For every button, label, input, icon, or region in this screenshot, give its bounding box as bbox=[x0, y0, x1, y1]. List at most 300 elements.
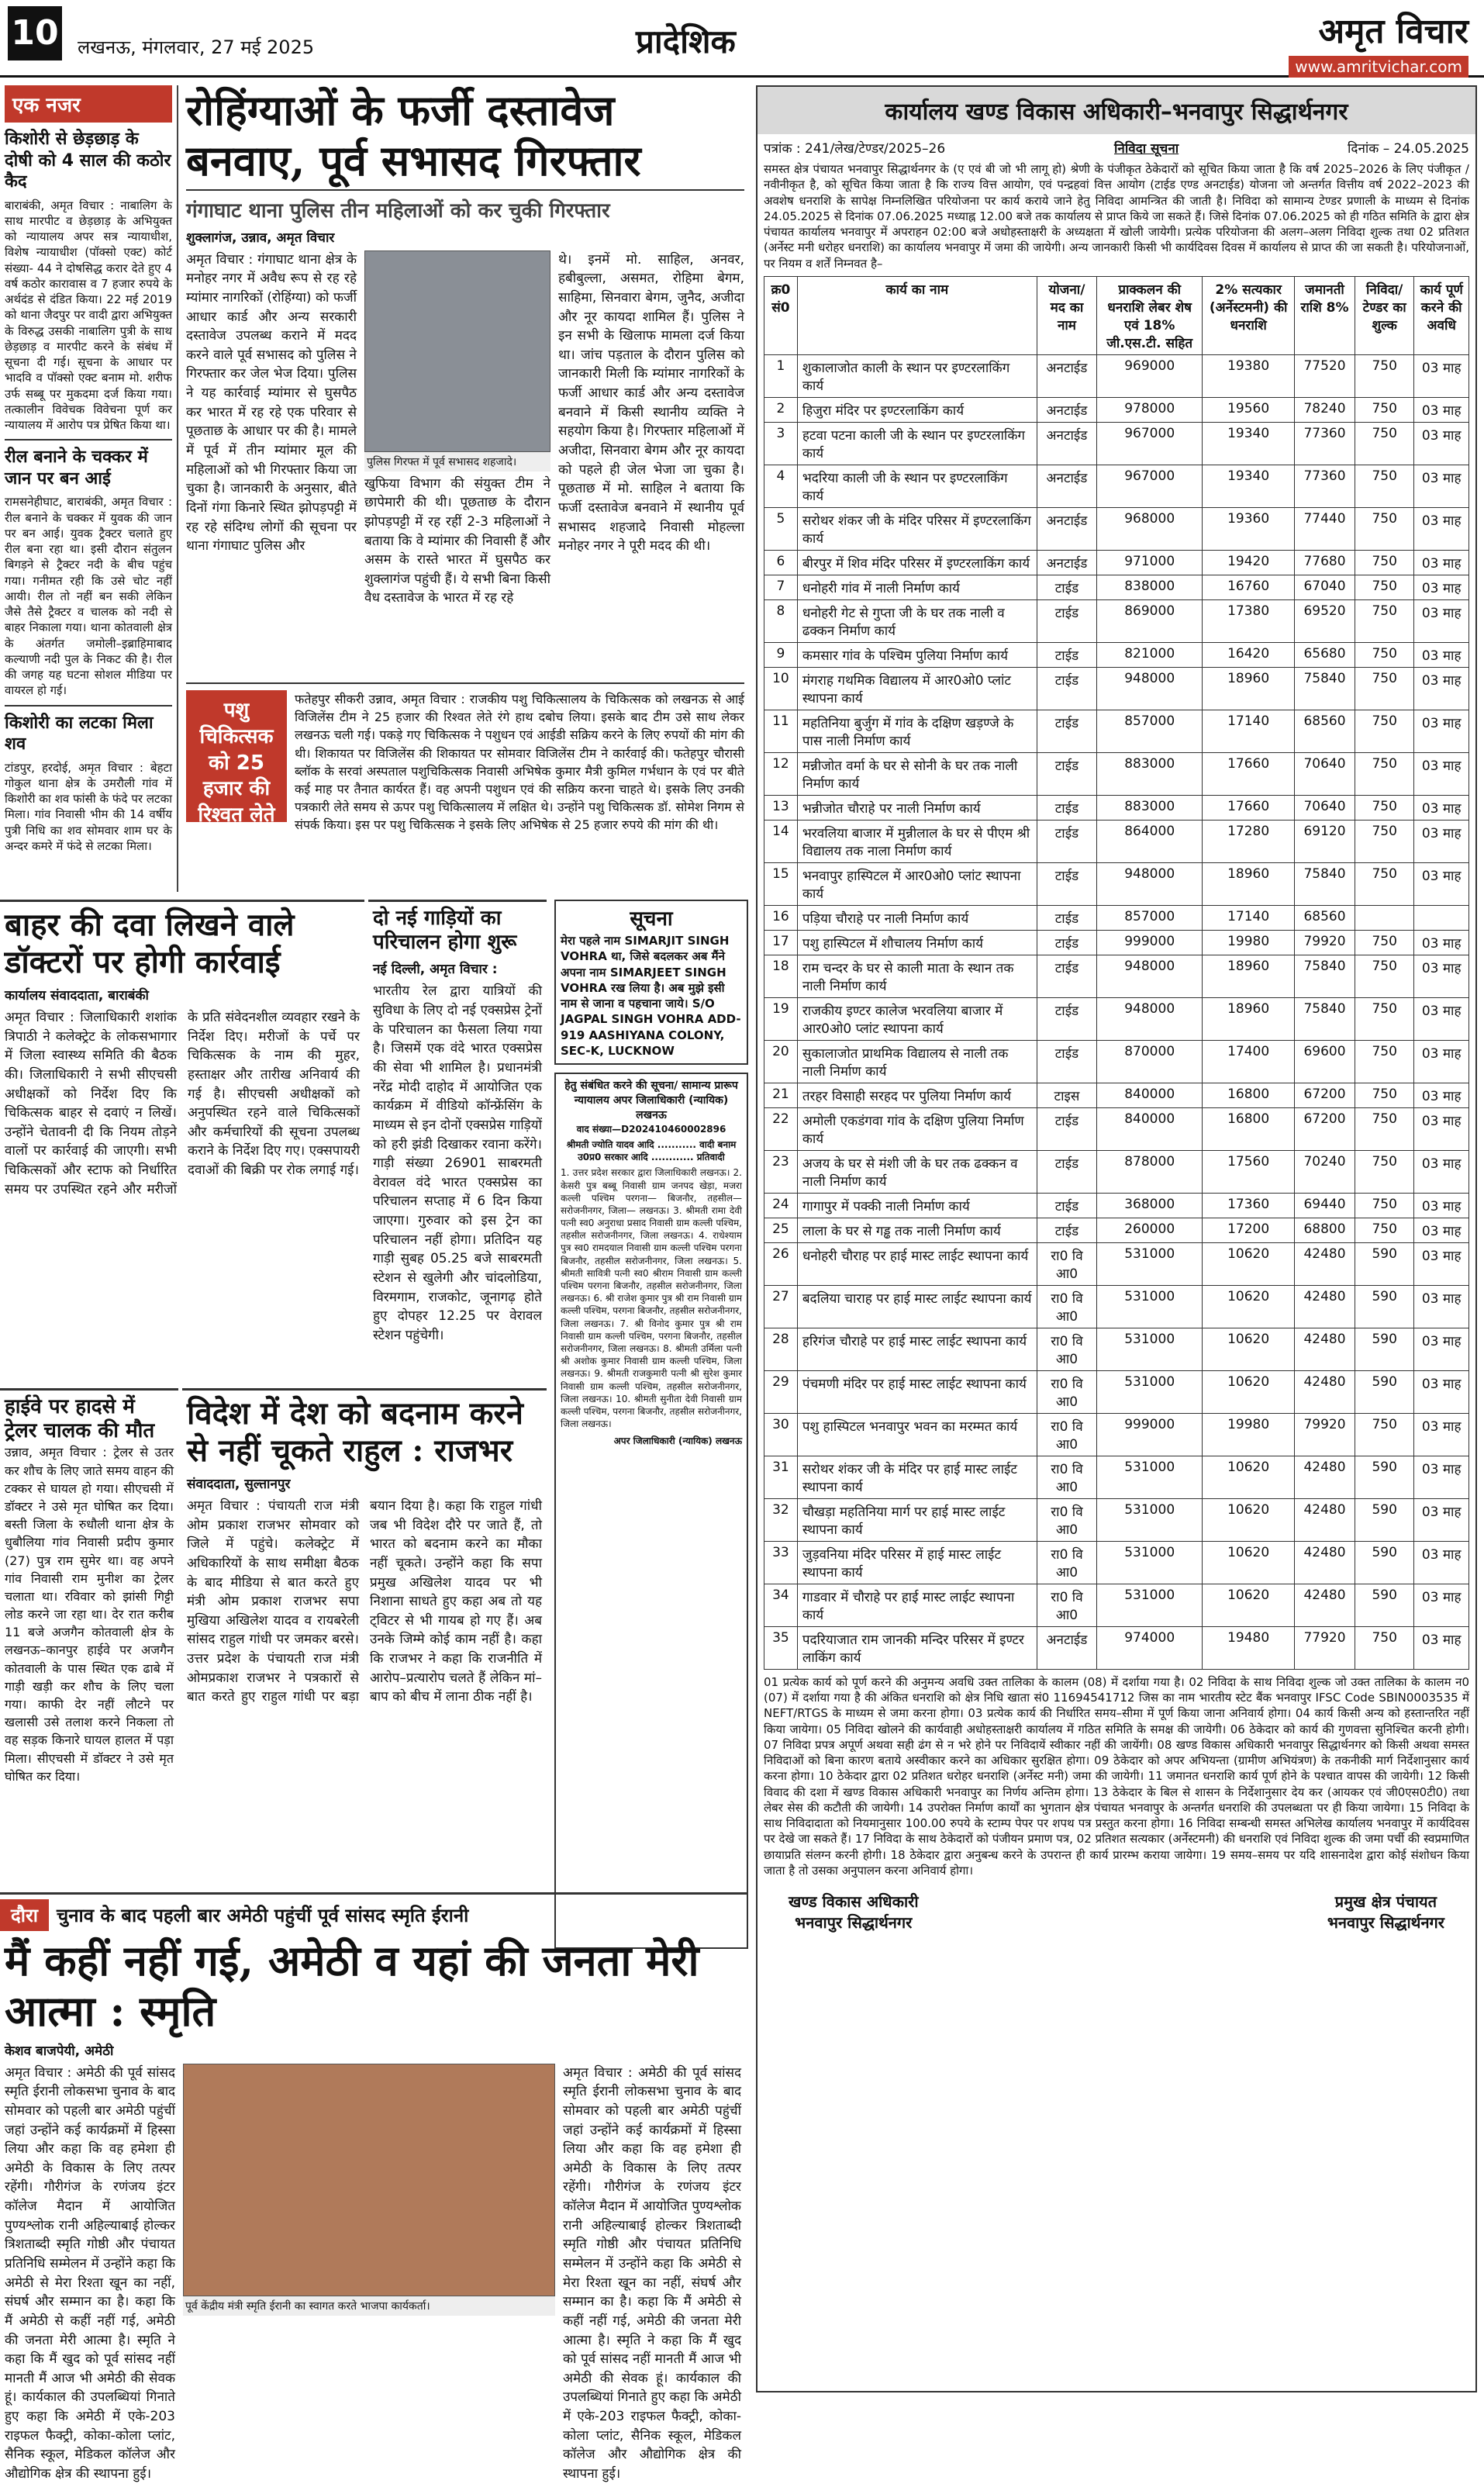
story-byline: कार्यालय संवाददाता, बाराबंकी bbox=[5, 988, 149, 1004]
table-cell: 21 bbox=[764, 1083, 798, 1107]
table-cell: 18960 bbox=[1203, 862, 1295, 905]
table-cell: 6 bbox=[764, 550, 798, 575]
table-cell: 750 bbox=[1355, 997, 1414, 1040]
table-cell: 11 bbox=[764, 710, 798, 752]
table-cell: 750 bbox=[1355, 550, 1414, 575]
table-cell: 19420 bbox=[1203, 550, 1295, 575]
table-cell: 590 bbox=[1355, 1242, 1414, 1285]
table-cell: 77520 bbox=[1294, 354, 1355, 397]
table-row bbox=[764, 642, 1469, 667]
patrank: पत्रांक : 241/लेख/टेण्डर/2025–26 bbox=[764, 141, 946, 157]
table-cell: 750 bbox=[1355, 667, 1414, 710]
table-cell: 03 माह bbox=[1414, 465, 1469, 507]
court-name: न्यायालय अपर जिलाधिकारी (न्यायिक) लखनऊ bbox=[574, 1093, 729, 1121]
table-cell: 840000 bbox=[1097, 1083, 1203, 1107]
table-row bbox=[764, 1498, 1469, 1541]
table-cell: 03 माह bbox=[1414, 1456, 1469, 1498]
notice-heading: सूचना bbox=[630, 907, 673, 931]
table-cell: मंगराह गथमिक विद्यालय में आर0ओ0 प्लांट स्थापना कार्य bbox=[797, 667, 1037, 710]
table-cell: 79920 bbox=[1294, 930, 1355, 955]
table-cell: 03 माह bbox=[1414, 862, 1469, 905]
story-headline: बाहर की दवा लिखने वाले डॉक्टरों पर होगी कार्रवाई bbox=[5, 907, 295, 980]
table-header-cell: 2% सत्यकार (अर्नेस्टमनी) की धनराशि bbox=[1203, 276, 1295, 354]
table-cell: अनटाईड bbox=[1037, 354, 1096, 397]
table-cell: 69120 bbox=[1294, 820, 1355, 862]
table-row bbox=[764, 752, 1469, 795]
notice-body: मेरा पहले नाम SIMARJIT SINGH VOHRA था, जिसे बदलकर अब मैंने अपना नाम SIMARJEET SINGH VOHRA रख लिया है। अब मुझे इसी नाम से जाना व पहचाना जाये। S/O JAGPAL SINGH VOHRA ADD- 919 AASHIYANA COLONY, SEC-K, LUCKNOW bbox=[561, 934, 741, 1058]
table-cell: अजय के घर से मंशी जी के घर तक ढक्कन व नाली निर्माण कार्य bbox=[797, 1150, 1037, 1193]
table-cell: 17560 bbox=[1203, 1150, 1295, 1193]
table-cell: 971000 bbox=[1097, 550, 1203, 575]
table-cell: रा0 वि आ0 bbox=[1037, 1370, 1096, 1413]
page-number: 10 bbox=[8, 6, 62, 60]
story-tag-box: पशु चिकित्सक को 25 हजार की रिश्वत लेते दबोचा bbox=[186, 690, 287, 822]
table-cell: 03 माह bbox=[1414, 599, 1469, 642]
table-cell: 531000 bbox=[1097, 1584, 1203, 1626]
table-cell: 869000 bbox=[1097, 599, 1203, 642]
table-cell: 978000 bbox=[1097, 397, 1203, 422]
table-row bbox=[764, 1218, 1469, 1242]
table-cell: 67040 bbox=[1294, 575, 1355, 599]
tender-table bbox=[764, 276, 1469, 1670]
table-row bbox=[764, 1083, 1469, 1107]
court-signature: अपर जिलाधिकारी (न्यायिक) लखनऊ bbox=[613, 1435, 742, 1447]
table-header-cell: जमानती राशि 8% bbox=[1294, 276, 1355, 354]
table-cell: टाईड bbox=[1037, 667, 1096, 710]
table-cell: टाईड bbox=[1037, 795, 1096, 820]
story-body-col3: थे। इनमें मो. साहिल, अनवर, हबीबुल्ला, असमत, रोहिमा बेगम, साहिमा, सिनवारा बेगम, जुनैद, अजीदा और नूर कायदा शामिल हैं। पुलिस ने इन सभी के खिलाफ मामला दर्ज किया था। जांच पड़ताल के दौरान पुलिस को जानकारी मिली कि म्यांमार नागरिकों के फर्जी आधार कार्ड और अन्य दस्तावेज बनवाने में किसी स्थानीय व्यक्ति ने सहयोग किया है। गिरफ्तार महिलाओं में अजीदा, सिनवारा बेगम और नूर कायदा को पहले ही जेल भेजा जा चुका है। पूछताछ में मो. साहिल ने बताया कि फर्जी दस्तावेज बनवाने में स्थानीय पूर्व सभासद शहजादे निवासी मोहल्ला मनोहर नगर ने पूरी मदद की थी। bbox=[558, 251, 744, 554]
table-cell: अनटाईड bbox=[1037, 550, 1096, 575]
table-cell: 750 bbox=[1355, 397, 1414, 422]
table-cell: 750 bbox=[1355, 354, 1414, 397]
table-cell: महतिनिया बुर्जुग में गांव के दक्षिण खड़ण्जे के पास नाली निर्माण कार्य bbox=[797, 710, 1037, 752]
table-cell: 750 bbox=[1355, 507, 1414, 550]
table-cell: 750 bbox=[1355, 422, 1414, 465]
table-cell: 750 bbox=[1355, 575, 1414, 599]
divider bbox=[5, 705, 172, 707]
table-cell: 25 bbox=[764, 1218, 798, 1242]
table-cell: 10620 bbox=[1203, 1498, 1295, 1541]
brief-body: बाराबंकी, अमृत विचार : नाबालिग के साथ मारपीट व छेड़छाड़ के अभियुक्त को न्यायालय अपर सत्र न्यायाधीश, विशेष न्यायाधीश (पॉक्सो एक्ट) कोर्ट संख्या- 44 ने दोषसिद्ध करार देते हुए 4 वर्ष कठोर कारावास व 7 हजार रुपये के अर्थदंड से दंडित किया। 22 मई 2019 को थाना जैदपुर पर वादी द्वारा अभियुक्त के विरुद्ध उसकी नाबालिग पुत्री के साथ छेड़छाड़ व मारपीट करने के संबंध में सूचना दी गई। सूचना के आधार पर भादवि व पॉक्सो एक्ट बनाम मो. शरीफ उर्फ सब्बू पर मुकदमा दर्ज किया गया। तत्कालीन विवेचक विवेचना पूर्ण कर न्यायालय में आरोप पत्र प्रेषित किया था। bbox=[5, 198, 172, 432]
table-row bbox=[764, 1040, 1469, 1083]
table-cell: 75840 bbox=[1294, 862, 1355, 905]
table-header-cell: योजना/मद का नाम bbox=[1037, 276, 1096, 354]
table-cell: बदलिया चाराह पर हाई मास्ट लाईट स्थापना कार्य bbox=[797, 1285, 1037, 1328]
table-cell: 23 bbox=[764, 1150, 798, 1193]
table-cell: 69520 bbox=[1294, 599, 1355, 642]
table-cell: 19340 bbox=[1203, 422, 1295, 465]
table-cell: 19480 bbox=[1203, 1626, 1295, 1669]
table-cell: 5 bbox=[764, 507, 798, 550]
story-headline: रोहिंग्याओं के फर्जी दस्तावेज बनवाए, पूर्व सभासद गिरफ्तार bbox=[186, 85, 744, 191]
story-rohingya bbox=[186, 85, 744, 675]
table-cell: टाईड bbox=[1037, 997, 1096, 1040]
table-cell: 10620 bbox=[1203, 1370, 1295, 1413]
table-cell: 590 bbox=[1355, 1456, 1414, 1498]
table-cell: कमसार गांव के पश्चिम पुलिया निर्माण कार्य bbox=[797, 642, 1037, 667]
table-cell: 42480 bbox=[1294, 1242, 1355, 1285]
table-cell: 16800 bbox=[1203, 1083, 1295, 1107]
table-cell: 69600 bbox=[1294, 1040, 1355, 1083]
table-cell: मन्नीजोत वर्मा के घर से सोनी के घर तक नाली निर्माण कार्य bbox=[797, 752, 1037, 795]
table-cell: 4 bbox=[764, 465, 798, 507]
table-cell: 42480 bbox=[1294, 1498, 1355, 1541]
table-cell: 750 bbox=[1355, 862, 1414, 905]
story-trains bbox=[368, 900, 547, 1380]
story-headline: हाईवे पर हादसे में ट्रेलर चालक की मौत bbox=[5, 1395, 155, 1443]
table-cell: 24 bbox=[764, 1193, 798, 1218]
name-change-notice bbox=[554, 900, 748, 1065]
table-cell: 17380 bbox=[1203, 599, 1295, 642]
story-byline: नई दिल्ली, अमृत विचार : bbox=[373, 962, 498, 978]
table-cell: 70640 bbox=[1294, 795, 1355, 820]
table-cell: टाईड bbox=[1037, 599, 1096, 642]
table-cell: 03 माह bbox=[1414, 1150, 1469, 1193]
table-cell: 03 माह bbox=[1414, 1083, 1469, 1107]
table-cell: 750 bbox=[1355, 752, 1414, 795]
table-cell: 750 bbox=[1355, 930, 1414, 955]
table-cell: 03 माह bbox=[1414, 642, 1469, 667]
table-cell: 18960 bbox=[1203, 997, 1295, 1040]
brief-headline: किशोरी का लटका मिला शव bbox=[5, 713, 154, 754]
table-row bbox=[764, 1150, 1469, 1193]
story-photo bbox=[183, 2064, 555, 2296]
left-briefs-column bbox=[0, 85, 178, 892]
table-cell: टाईड bbox=[1037, 820, 1096, 862]
table-row bbox=[764, 422, 1469, 465]
table-cell: 590 bbox=[1355, 1584, 1414, 1626]
table-row bbox=[764, 1242, 1469, 1285]
table-row bbox=[764, 599, 1469, 642]
table-cell: 03 माह bbox=[1414, 354, 1469, 397]
table-cell: 77440 bbox=[1294, 507, 1355, 550]
table-cell: 883000 bbox=[1097, 752, 1203, 795]
table-header-cell: कार्य पूर्ण करने की अवधि bbox=[1414, 276, 1469, 354]
brief-2 bbox=[5, 447, 172, 698]
table-cell: रा0 वि आ0 bbox=[1037, 1456, 1096, 1498]
table-cell: 17140 bbox=[1203, 905, 1295, 930]
table-cell: 590 bbox=[1355, 1541, 1414, 1584]
table-cell: 03 माह bbox=[1414, 820, 1469, 862]
table-cell: 948000 bbox=[1097, 862, 1203, 905]
table-cell: 750 bbox=[1355, 1150, 1414, 1193]
table-cell: 968000 bbox=[1097, 507, 1203, 550]
table-cell: 10620 bbox=[1203, 1584, 1295, 1626]
signature-pramukh: प्रमुख क्षेत्र पंचायत भनवापुर सिद्धार्थनगर bbox=[1327, 1892, 1444, 1932]
table-cell: 16420 bbox=[1203, 642, 1295, 667]
table-cell: 967000 bbox=[1097, 422, 1203, 465]
table-cell: सुकालाजोत प्राथमिक विद्यालय से नाली तक नाली निर्माण कार्य bbox=[797, 1040, 1037, 1083]
table-cell: राम चन्दर के घर से काली माता के स्थान तक नाली निर्माण कार्य bbox=[797, 955, 1037, 997]
table-cell: 27 bbox=[764, 1285, 798, 1328]
story-kicker: चुनाव के बाद पहली बार अमेठी पहुंचीं पूर्व सांसद स्मृति ईरानी bbox=[57, 1905, 469, 1926]
table-cell: चौखड़ा महतिनिया मार्ग पर हाई मास्ट लाईट स्थापना कार्य bbox=[797, 1498, 1037, 1541]
table-cell: 29 bbox=[764, 1370, 798, 1413]
table-cell: राजकीय इण्टर कालेज भरवलिया बाजार में आर0ओ0 प्लांट स्थापना कार्य bbox=[797, 997, 1037, 1040]
table-cell: 883000 bbox=[1097, 795, 1203, 820]
table-cell: 77360 bbox=[1294, 422, 1355, 465]
story-body: भारतीय रेल द्वारा यात्रियों की सुविधा के लिए दो नई एक्सप्रेस ट्रेनों के परिचालन का फैसला लिया गया है। जिसमें एक वंदे भारत एक्सप्रेस की सेवा भी शामिल है। प्रधानमंत्री नरेंद्र मोदी दाहोद में आयोजित एक कार्यक्रम में वीडियो कॉन्फ्रेंसिंग के माध्यम से इन दोनों एक्सप्रेस गाड़ियों को हरी झंडी दिखाकर रवाना करेंगे। गाड़ी संख्या 26901 साबरमती वेरावल वंदे भारत एक्सप्रेस का परिचालन सप्ताह में 6 दिन किया जाएगा। गुरुवार को इस ट्रेन का परिचालन नहीं होगा। प्रतिदिन यह गाड़ी सुबह 05.25 बजे साबरमती स्टेशन से खुलेगी और चांदलोडिया, विरमगाम, राजकोट, जूनागढ़ होते हुए दोपहर 12.25 पर वेरावल स्टेशन पहुंचेगी। bbox=[373, 983, 542, 1343]
table-cell: 03 माह bbox=[1414, 1626, 1469, 1669]
table-cell: 590 bbox=[1355, 1370, 1414, 1413]
table-cell: धनोहरी गांव में नाली निर्माण कार्य bbox=[797, 575, 1037, 599]
table-header-cell: प्राक्कलन की धनराशि लेबर शेष एवं 18% जी.एस.टी. सहित bbox=[1097, 276, 1203, 354]
table-cell: 42480 bbox=[1294, 1584, 1355, 1626]
table-cell: 19560 bbox=[1203, 397, 1295, 422]
table-row bbox=[764, 955, 1469, 997]
table-cell: 967000 bbox=[1097, 465, 1203, 507]
table-cell: 42480 bbox=[1294, 1328, 1355, 1370]
page-header bbox=[0, 0, 1484, 78]
table-cell: 531000 bbox=[1097, 1498, 1203, 1541]
table-cell: 750 bbox=[1355, 710, 1414, 752]
table-cell: सरोथर शंकर जी के मंदिर परिसर में इण्टरलाकिंग कार्य bbox=[797, 507, 1037, 550]
table-cell: 750 bbox=[1355, 465, 1414, 507]
table-cell: तरहर विसाही सरहद पर पुलिया निर्माण कार्य bbox=[797, 1083, 1037, 1107]
table-cell: 03 माह bbox=[1414, 930, 1469, 955]
brief-body: रामसनेहीघाट, बाराबंकी, अमृत विचार : रील बनाने के चक्कर में युवक की जान पर बन आई। युवक ट्रैक्टर चलाते हुए रील बना रहा था। इसी दौरान संतुलन बिगड़ने से ट्रैक्टर नदी के बीच पहुंच गया। गनीमत रही कि उसे चोट नहीं आयी। रील तो नहीं बन सकी लेकिन जैसे तैसे ट्रैक्टर व चालक को नदी से बाहर निकाला गया। थाना कोतवाली क्षेत्र के अंतर्गत जमोली–इब्राहिमाबाद कल्याणी नदी पुल के निकट की है। रील की जगह यह घटना सोशल मीडिया पर वायरल हो गई। bbox=[5, 495, 172, 698]
table-cell: टाईड bbox=[1037, 905, 1096, 930]
table-cell: 03 माह bbox=[1414, 1541, 1469, 1584]
table-row bbox=[764, 1413, 1469, 1456]
court-notice bbox=[554, 1073, 748, 1949]
table-cell: 28 bbox=[764, 1328, 798, 1370]
table-cell: अमोली एकडंगवा गांव के दक्षिण पुलिया निर्माण कार्य bbox=[797, 1107, 1037, 1150]
table-cell: 750 bbox=[1355, 1626, 1414, 1669]
table-cell: 70640 bbox=[1294, 752, 1355, 795]
table-cell: 79920 bbox=[1294, 1413, 1355, 1456]
story-body: अमृत विचार : जिलाधिकारी शशांक त्रिपाठी ने कलेक्ट्रेट के लोकसभागार में जिला स्वास्थ्य समिति की बैठक की। जिलाधिकारी ने सभी सीएचसी अधीक्षकों को निर्देश दिए कि चिकित्सक बाहर से दवाएं न लिखें। उन्होंने चेतावनी दी कि नियम तोड़ने वालों पर कार्रवाई की जाएगी। सभी चिकित्सकों और स्टाफ को निर्धारित समय पर उपस्थित रहने और मरीजों के प्रति संवेदनशील व्यवहार रखने के निर्देश दिए। मरीजों के पर्चे पर चिकित्सक के नाम की मुहर, हस्ताक्षर और तारीख अनिवार्य की गई है। सीएचसी अधीक्षकों को अनुपस्थित रहने वाले चिकित्सकों और कर्मचारियों की सूचना उपलब्ध कराने के निर्देश दिए गए। एक्सपायरी दवाओं की बिक्री पर रोक लगाई गई। bbox=[5, 1010, 360, 1197]
table-cell: 750 bbox=[1355, 642, 1414, 667]
table-cell: 2 bbox=[764, 397, 798, 422]
table-cell: भनवापुर हास्पिटल में आर0ओ0 प्लांट स्थापना कार्य bbox=[797, 862, 1037, 905]
table-cell: 65680 bbox=[1294, 642, 1355, 667]
table-cell: 10620 bbox=[1203, 1285, 1295, 1328]
table-row bbox=[764, 905, 1469, 930]
table-cell: 30 bbox=[764, 1413, 798, 1456]
table-cell: 17200 bbox=[1203, 1218, 1295, 1242]
table-cell: 77920 bbox=[1294, 1626, 1355, 1669]
table-cell: 03 माह bbox=[1414, 1242, 1469, 1285]
table-cell: रा0 वि आ0 bbox=[1037, 1413, 1096, 1456]
table-cell: 31 bbox=[764, 1456, 798, 1498]
table-cell: 68800 bbox=[1294, 1218, 1355, 1242]
table-cell: 16 bbox=[764, 905, 798, 930]
table-cell: लाला के घर से गड्ढ तक नाली निर्माण कार्य bbox=[797, 1218, 1037, 1242]
notice-intro: समस्त क्षेत्र पंचायत भनवापुर सिद्धार्थनगर के (ए एवं बी जो भी लागू हो) श्रेणी के पंजीकृत ठेकेदारों को सूचित किया जाता है कि वर्ष 2025–2026 के लिए पंजीकृत / नवीनीकृत है, को सूचित किया जाता है कि राज्य वित्त आयोग, एवं पन्द्रहवां वित्त आयोग (टाईड एण्ड अनटाईड) योजना जो अन्तर्गत वित्तीय वर्ष 2022–2023 की अवशेष धनराशि के सापेक्ष निम्नलिखित परियोजना पर कार्य कराये जाने हेतु निविदा आमन्त्रित की जाती है। निविदा को सामान्य टेण्डर प्रणाली के माध्यम से दिनांक 24.05.2025 से दिनांक 07.06.2025 मध्याह्न 12.00 बजे तक कार्यालय से प्राप्त किये जा सकते हैं। जिसे दिनांक 07.06.2025 को ही गठित समिति के द्वारा क्षेत्र पंचायत कार्यालय भनवापुर में अपराहन 02:00 बजे अधोहस्ताक्षरी के अध्यक्षता में खोली जायेगी। प्रत्येक परियोजना की अलग–अलग निविदा शुल्क तथा 02 प्रतिशत (अर्नेस्ट मनी धरोहर धनराशि) का कार्यालय भनवापुर में जमा की जायेगी। अन्य जानकारी किसी भी कार्यदिवस दिवस में कार्यालय से प्राप्त की जा सकती है। परियोजनाओं, पर नियम व शर्तें निम्नवत है– bbox=[764, 162, 1469, 271]
table-cell: टाईड bbox=[1037, 1150, 1096, 1193]
table-cell: 78240 bbox=[1294, 397, 1355, 422]
table-cell: 34 bbox=[764, 1584, 798, 1626]
table-cell: 7 bbox=[764, 575, 798, 599]
table-cell: धनोहरी गेट से गुप्ता जी के घर तक नाली व ढक्कन निर्माण कार्य bbox=[797, 599, 1037, 642]
table-cell: 948000 bbox=[1097, 955, 1203, 997]
table-cell: 42480 bbox=[1294, 1370, 1355, 1413]
story-smriti-irani bbox=[0, 1892, 748, 2482]
table-cell: 75840 bbox=[1294, 667, 1355, 710]
table-cell: 870000 bbox=[1097, 1040, 1203, 1083]
table-cell: 68560 bbox=[1294, 905, 1355, 930]
table-cell: 42480 bbox=[1294, 1541, 1355, 1584]
table-cell: 9 bbox=[764, 642, 798, 667]
table-cell: 531000 bbox=[1097, 1328, 1203, 1370]
table-cell: 03 माह bbox=[1414, 1584, 1469, 1626]
table-cell: 531000 bbox=[1097, 1370, 1203, 1413]
table-cell: 03 माह bbox=[1414, 550, 1469, 575]
story-vet-bribe bbox=[186, 682, 744, 884]
story-body: अमृत विचार : पंचायती राज मंत्री ओम प्रकाश राजभर सोमवार को जिले में पहुंचे। कलेक्ट्रेट में अधिकारियों के साथ समीक्षा बैठक के बाद मीडिया से बात करते हुए मंत्री ओम प्रकाश राजभर सपा मुखिया अखिलेश यादव व रायबरेली सांसद राहुल गांधी पर जमकर बरसे। उत्तर प्रदेश के पंचायती राज मंत्री ओमप्रकाश राजभर ने पत्रकारों से बात करते हुए राहुल गांधी पर बड़ा बयान दिया है। कहा कि राहुल गांधी जब भी विदेश दौरे पर जाते हैं, तो भारत को बदनाम करने का मौका नहीं चूकते। उन्होंने कहा कि सपा प्रमुख अखिलेश यादव पर भी निशाना साधते हुए कहा अब तो यह ट्विटर से भी गायब हो गए हैं। अब उनके जिम्मे कोई काम नहीं है। कहा कि राजभर ने कहा कि राजनीति में आरोप–प्रत्यारोप चलते हैं लेकिन मां–बाप को बीच में लाना ठीक नहीं है। bbox=[187, 1498, 542, 1705]
table-cell: 17 bbox=[764, 930, 798, 955]
table-cell: 531000 bbox=[1097, 1456, 1203, 1498]
table-row bbox=[764, 1107, 1469, 1150]
table-cell: 77680 bbox=[1294, 550, 1355, 575]
table-cell: 03 माह bbox=[1414, 1328, 1469, 1370]
table-cell: 750 bbox=[1355, 1413, 1414, 1456]
table-row bbox=[764, 795, 1469, 820]
story-body-col2: खुफिया विभाग की संयुक्त टीम ने छापेमारी की थी। पूछताछ के दौरान झोपड़पट्टी में रह रहीं 2-3 महिलाओं ने बताया कि वे म्यांमार की निवासी हैं और असम के रास्ते भारत में घुसपैठ कर शुक्लागंज पहुंची हैं। ये सभी बिना किसी वैध दस्तावेज के भारत में रह रहे bbox=[364, 475, 550, 606]
table-row bbox=[764, 930, 1469, 955]
table-cell: 75840 bbox=[1294, 955, 1355, 997]
table-cell: अनटाईड bbox=[1037, 422, 1096, 465]
table-row bbox=[764, 1456, 1469, 1498]
notices-column bbox=[554, 900, 748, 1954]
table-cell: भन्नीजोत चौराहे पर नाली निर्माण कार्य bbox=[797, 795, 1037, 820]
site-url[interactable]: www.amritvichar.com bbox=[1289, 56, 1468, 78]
story-doctors bbox=[0, 900, 364, 1380]
brief-3 bbox=[5, 713, 172, 855]
table-cell: 13 bbox=[764, 795, 798, 820]
table-cell: अनटाईड bbox=[1037, 397, 1096, 422]
story-subheadline: गंगाघाट थाना पुलिस तीन महिलाओं को कर चुकी गिरफ्तार bbox=[186, 199, 610, 223]
table-cell: 10620 bbox=[1203, 1242, 1295, 1285]
table-cell: 68560 bbox=[1294, 710, 1355, 752]
ek-nazar-tag: एक नजर bbox=[5, 85, 172, 123]
table-row bbox=[764, 710, 1469, 752]
table-cell: 75840 bbox=[1294, 997, 1355, 1040]
table-cell: अनटाईड bbox=[1037, 507, 1096, 550]
table-cell: 32 bbox=[764, 1498, 798, 1541]
table-row bbox=[764, 1541, 1469, 1584]
table-cell: 260000 bbox=[1097, 1218, 1203, 1242]
table-cell: बीरपुर में शिव मंदिर परिसर में इण्टरलाकिंग कार्य bbox=[797, 550, 1037, 575]
table-cell: 840000 bbox=[1097, 1107, 1203, 1150]
masthead bbox=[1289, 6, 1468, 78]
table-row bbox=[764, 1285, 1469, 1328]
story-body: फतेहपुर सीकरी उन्नाव, अमृत विचार : राजकीय पशु चिकित्सालय के चिकित्सक को लखनऊ से आई विजिलेंस टीम ने 25 हजार की रिश्वत लेते रंगे हाथ दबोच लिया। इसके बाद टीम उसे साथ लेकर लखनऊ चली गई। पकड़े गए चिकित्सक ने पशुधन एवं आईडी सक्रिय करने के लिए रुपयों की मांग की थी। शिकायत पर विजिलेंस की शिकायत पर सोमवार विजिलेंस टीम ने कार्रवाई की। फतेहपुर चौरासी ब्लॉक के सरवां अस्पताल पशुचिकित्सक निवासी अभिषेक कुमार मैत्री कुमिल गर्भधान के एवं पर बीते कई माह पर तैनात कार्यरत हैं। वह अपनी पशुधन एवं की सक्रिय करना चाहते थे। इसके लिए उनकी पत्रकारी लेते समय से ऊपर पशु चिकित्सालय में लक्षित थे। उन्होंने पशु चिकित्सक डॉ. सोमेश निगम से संपर्क किया। इस पर पशु चिकित्सक ने इसके लिए अभिषेक से 25 हजार रुपये की मांग की थी। bbox=[295, 692, 744, 833]
table-cell: 22 bbox=[764, 1107, 798, 1150]
table-row bbox=[764, 354, 1469, 397]
table-cell: 03 माह bbox=[1414, 1498, 1469, 1541]
table-cell: टाईड bbox=[1037, 930, 1096, 955]
table-row bbox=[764, 997, 1469, 1040]
table-row bbox=[764, 465, 1469, 507]
table-cell: 18960 bbox=[1203, 667, 1295, 710]
table-cell: पंचमणी मंदिर पर हाई मास्ट लाईट स्थापना कार्य bbox=[797, 1370, 1037, 1413]
story-headline: दो नई गाड़ियों का परिचालन होगा शुरू bbox=[373, 907, 517, 955]
table-cell: पशु हास्पिटल भनवापुर भवन का मरम्मत कार्य bbox=[797, 1413, 1037, 1456]
case-parties: श्रीमती ज्योति यादव आदि ........... वादी बनाम उ0प्र0 सरकार आदि ............ प्रतिवादी bbox=[566, 1138, 737, 1163]
table-cell: 969000 bbox=[1097, 354, 1203, 397]
photo-caption: पूर्व केंद्रीय मंत्री स्मृति ईरानी का स्वागत करते भाजपा कार्यकर्ता। bbox=[183, 2296, 555, 2316]
issue-date: लखनऊ, मंगलवार, 27 मई 2025 bbox=[78, 36, 315, 58]
table-cell: टाईड bbox=[1037, 955, 1096, 997]
table-cell: 750 bbox=[1355, 1083, 1414, 1107]
table-cell: 10 bbox=[764, 667, 798, 710]
table-cell: रा0 वि आ0 bbox=[1037, 1242, 1096, 1285]
table-cell: 70240 bbox=[1294, 1150, 1355, 1193]
table-cell: टाईड bbox=[1037, 1218, 1096, 1242]
story-photo bbox=[364, 250, 550, 452]
table-row bbox=[764, 397, 1469, 422]
table-cell: 590 bbox=[1355, 1285, 1414, 1328]
table-row bbox=[764, 1370, 1469, 1413]
table-cell: 03 माह bbox=[1414, 1040, 1469, 1083]
table-cell: 35 bbox=[764, 1626, 798, 1669]
table-cell: 18 bbox=[764, 955, 798, 997]
table-row bbox=[764, 575, 1469, 599]
table-cell: 03 माह bbox=[1414, 1107, 1469, 1150]
table-cell: 17660 bbox=[1203, 752, 1295, 795]
table-cell: 20 bbox=[764, 1040, 798, 1083]
table-cell: 16760 bbox=[1203, 575, 1295, 599]
table-row bbox=[764, 1626, 1469, 1669]
table-cell: 33 bbox=[764, 1541, 798, 1584]
table-row bbox=[764, 667, 1469, 710]
table-cell: हटवा पटना काली जी के स्थान पर इण्टरलाकिंग कार्य bbox=[797, 422, 1037, 465]
table-cell: टाईड bbox=[1037, 1193, 1096, 1218]
table-cell: 03 माह bbox=[1414, 710, 1469, 752]
table-cell: 864000 bbox=[1097, 820, 1203, 862]
table-cell: 19980 bbox=[1203, 1413, 1295, 1456]
table-row bbox=[764, 1328, 1469, 1370]
story-byline: केशव बाजपेयी, अमेठी bbox=[5, 2043, 114, 2059]
table-cell: 10620 bbox=[1203, 1456, 1295, 1498]
table-cell: 67200 bbox=[1294, 1107, 1355, 1150]
table-cell: 03 माह bbox=[1414, 1413, 1469, 1456]
table-cell: 15 bbox=[764, 862, 798, 905]
table-cell: टाईड bbox=[1037, 710, 1096, 752]
story-headline: विदेश में देश को बदनाम करने से नहीं चूकते राहुल : राजभर bbox=[187, 1395, 523, 1469]
story-byline: शुक्लागंज, उन्नाव, अमृत विचार bbox=[186, 230, 335, 246]
table-cell: धनोहरी चौराह पर हाई मास्ट लाईट स्थापना कार्य bbox=[797, 1242, 1037, 1285]
table-cell: 750 bbox=[1355, 955, 1414, 997]
table-cell: 16800 bbox=[1203, 1107, 1295, 1150]
table-cell: 10620 bbox=[1203, 1328, 1295, 1370]
story-body: उन्नाव, अमृत विचार : ट्रेलर से उतर कर शौच के लिए जाते समय वाहन की टक्कर से घायल हो गया। सीएचसी में डॉक्टर ने उसे मृत घोषित कर दिया। बस्ती जिला के रुधौली थाना क्षेत्र के धुबौलिया गांव निवासी प्रदीप कुमार (27) पुत्र राम सुमेर था। वह अपने गांव निवासी राम मुनीश का ट्रेलर चलाता था। रविवार को झांसी गिट्टी लोड करने जा रहा था। देर रात करीब 11 बजे अजगैन कोतवाली क्षेत्र के लखनऊ–कानपुर हाईवे पर अजगैन कोतवाली के पास स्थित एक ढाबे में गाड़ी खड़ी कर शौच के लिए चला गया। काफी देर नहीं लौटने पर खलासी उसे तलाश करने निकला तो वह सड़क किनारे घायल हालत में पड़ा मिला। सीएचसी में डॉक्टर ने उसे मृत घोषित कर दिया। bbox=[5, 1445, 174, 1784]
table-cell: 999000 bbox=[1097, 930, 1203, 955]
story-rajbhar bbox=[182, 1388, 547, 1885]
section-title: प्रादेशिक bbox=[636, 22, 736, 60]
table-row bbox=[764, 820, 1469, 862]
table-cell: अनटाईड bbox=[1037, 1626, 1096, 1669]
table-cell: 17140 bbox=[1203, 710, 1295, 752]
table-cell: 531000 bbox=[1097, 1242, 1203, 1285]
table-cell: 19380 bbox=[1203, 354, 1295, 397]
table-cell: 3 bbox=[764, 422, 798, 465]
table-cell: 590 bbox=[1355, 1498, 1414, 1541]
table-cell: टाईड bbox=[1037, 575, 1096, 599]
court-body: 1. उत्तर प्रदेश सरकार द्वारा जिलाधिकारी लखनऊ। 2. केसरी पुत्र बब्बू निवासी ग्राम जनपद खेड़ा, मजरा कल्ली पश्चिम परगना— बिजनौर, तहसील— सरोजनीनगर, जिला— लखनऊ। 3. श्रीमती रामा देवी पत्नी स्व0 अनुराधा प्रसाद निवासी ग्राम कल्ली पश्चिम, तहसील सरोजनीनगर, जिला लखनऊ। 4. राधेश्याम पुत्र स्व0 रामदयाल निवासी ग्राम कल्ली पश्चिम परगना बिजनौर, तहसील सरोजनीनगर, जिला लखनऊ। 5. श्रीमती सावित्री पत्नी स्व0 श्रीराम निवासी ग्राम कल्ली पश्चिम परगना बिजनौर, तहसील सरोजनीनगर, जिला लखनऊ। 6. श्री राजेश कुमार पुत्र श्री राम निवासी ग्राम कल्ली पश्चिम, परगना बिजनौर, तहसील सरोजनीनगर, जिला लखनऊ। 7. श्री विनोद कुमार पुत्र श्री राम निवासी ग्राम कल्ली पश्चिम, परगना बिजनौर, तहसील सरोजनीनगर, जिला लखनऊ। 8. श्रीमती उर्मिला पत्नी श्री अशोक कुमार निवासी ग्राम कल्ली पश्चिम, जिला लखनऊ। 9. श्रीमती राजकुमारी पत्नी श्री सुरेश कुमार निवासी ग्राम कल्ली पश्चिम, तहसील सरोजनीनगर, जिला लखनऊ। 10. श्रीमती सुनीता देवी निवासी ग्राम कल्ली पश्चिम, परगना बिजनौर, तहसील सरोजनीनगर, जिला लखनऊ। bbox=[561, 1167, 742, 1430]
table-cell: 531000 bbox=[1097, 1541, 1203, 1584]
court-heading: हेतु संबंधित करने की सूचना/ सामान्य प्रारूप bbox=[564, 1080, 738, 1093]
table-cell: अनटाईड bbox=[1037, 465, 1096, 507]
newspaper-logo: अमृत विचार bbox=[1318, 12, 1468, 51]
story-byline: संवाददाता, सुल्तानपुर bbox=[187, 1477, 291, 1492]
table-cell: हिजुरा मंदिर पर इण्टरलाकिंग कार्य bbox=[797, 397, 1037, 422]
table-row bbox=[764, 862, 1469, 905]
photo-caption: पुलिस गिरफ्त में पूर्व सभासद शहजादे। bbox=[364, 452, 550, 472]
brief-headline: रील बनाने के चक्कर में जान पर बन आई bbox=[5, 447, 148, 489]
